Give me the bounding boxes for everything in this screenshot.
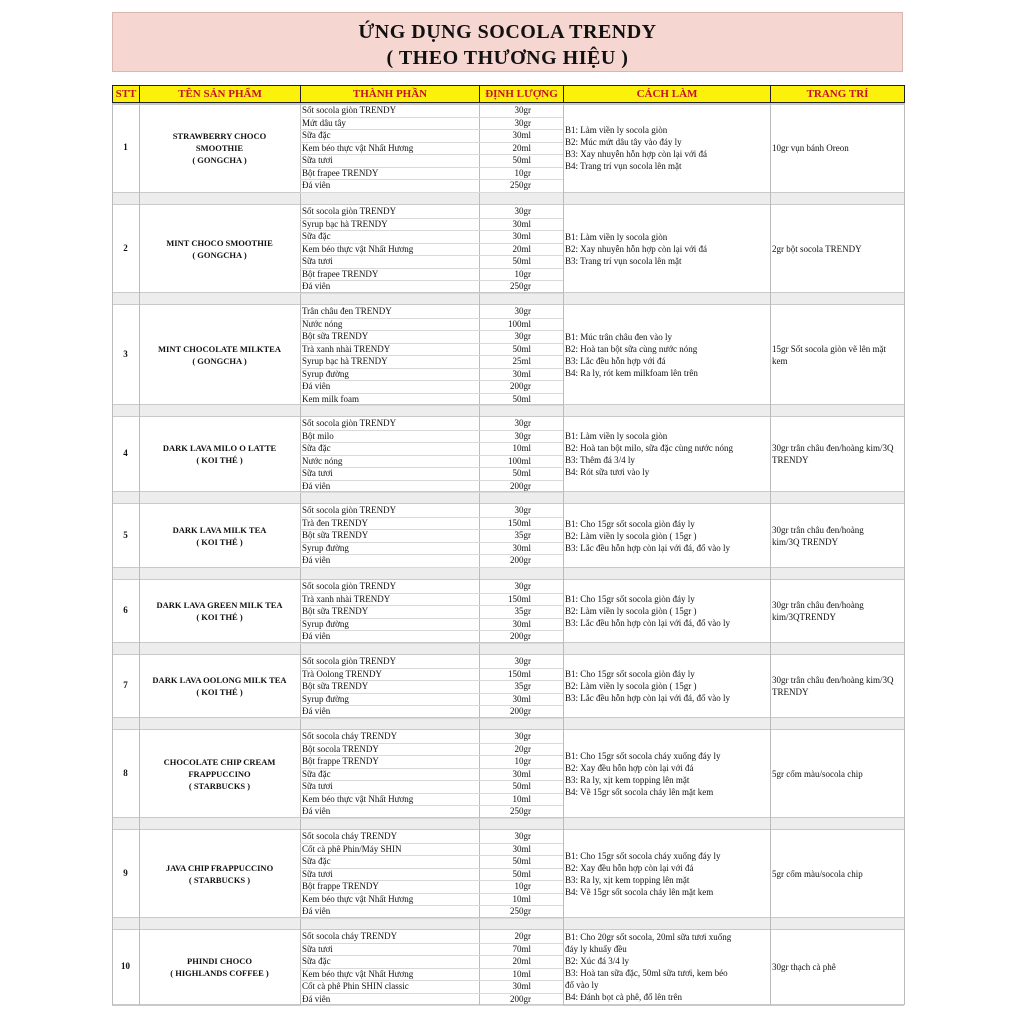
method-step: B3: Hoà tan sữa đặc, 50ml sữa tươi, kem béo	[565, 968, 728, 978]
ingredient-quantity: 10ml	[512, 793, 531, 804]
product-name-line: STRAWBERRY CHOCO	[172, 131, 267, 141]
decoration-text: kem	[772, 355, 788, 366]
method-step: B2: Xay đều hỗn hợp còn lại với đá	[565, 762, 694, 773]
method-step: B3: Ra ly, xịt kem topping lên mặt	[565, 874, 690, 885]
decoration-text: 10gr vụn bánh Oreon	[772, 143, 849, 153]
ingredient-quantity: 30gr	[514, 505, 531, 515]
ingredient-name: Bột socola TRENDY	[302, 743, 379, 754]
product-name-line: JAVA CHIP FRAPPUCCINO	[165, 862, 274, 873]
method-step: B2: Xay đều hỗn hợp còn lại với đá	[565, 862, 694, 873]
ingredient-quantity: 30gr	[514, 206, 531, 216]
ingredient-name: Sốt socola giòn TRENDY	[302, 505, 397, 515]
method-step: B3: Lắc đều hỗn hợp với đá	[565, 355, 666, 366]
ingredient-quantity: 200gr	[510, 480, 531, 491]
row-number: 1	[123, 142, 128, 152]
ingredient-quantity: 30gr	[514, 331, 531, 341]
method-step: B2: Xúc đá 3/4 ly	[565, 956, 629, 966]
method-step: đổ vào ly	[565, 980, 599, 990]
row-separator	[112, 817, 904, 830]
product-name	[139, 674, 300, 698]
ingredient-row-line	[300, 918, 563, 919]
row-number: 9	[123, 867, 128, 878]
method-step: B2: Làm viền ly socola giòn ( 15gr )	[565, 681, 697, 691]
ingredient-name: Sốt socola giòn TRENDY	[302, 418, 397, 428]
ingredient-row-line	[300, 492, 563, 493]
ingredient-name: Đá viên	[302, 480, 331, 491]
ingredient-quantity: 30gr	[514, 581, 531, 591]
method-step: B1: Cho 15gr sốt socola giòn đáy ly	[565, 669, 695, 679]
product-name	[139, 599, 300, 623]
column-line	[770, 103, 771, 1005]
method-step: B2: Làm viền ly socola giòn ( 15gr )	[565, 606, 697, 616]
header-method: CÁCH LÀM	[563, 85, 771, 103]
ingredient-quantity: 30ml	[512, 843, 531, 854]
ingredient-name: Đá viên	[302, 381, 331, 391]
ingredient-name: Sữa đặc	[302, 768, 331, 779]
method-step: B1: Cho 15gr sốt socola cháy xuống đáy ly	[565, 850, 721, 861]
ingredient-row-line	[300, 818, 563, 819]
ingredient-quantity: 50ml	[512, 781, 531, 791]
decoration-text: 2gr bột socola TRENDY	[772, 243, 862, 254]
ingredient-quantity: 30ml	[512, 542, 531, 553]
ingredient-name: Syrup bạc hà TRENDY	[302, 218, 388, 229]
title-banner	[112, 12, 903, 72]
decoration-text: 30gr trân châu đen/hoàng kim/3Q	[772, 675, 894, 685]
ingredient-name: Kem béo thực vật Nhất Hương	[302, 793, 414, 804]
decoration-text: TRENDY	[772, 455, 809, 465]
ingredient-name: Sốt socola giòn TRENDY	[302, 656, 397, 666]
ingredient-name: Nước nóng	[302, 318, 343, 329]
ingredient-name: Trân châu đen TRENDY	[302, 306, 392, 316]
method-step: B3: Trang trí vụn socola lên mặt	[565, 255, 682, 266]
ingredient-name: Kem béo thực vật Nhất Hương	[302, 243, 414, 254]
ingredient-quantity: 30ml	[512, 218, 531, 229]
ingredient-quantity: 70ml	[512, 943, 531, 954]
ingredient-quantity: 10gr	[514, 268, 531, 279]
decoration-text: TRENDY	[772, 687, 809, 697]
method-step: B1: Làm viền ly socola giòn	[565, 431, 668, 441]
ingredient-row-line	[300, 567, 563, 568]
method-step: B4: Đánh bọt cà phê, đổ lên trên	[565, 992, 682, 1002]
ingredient-name: Cốt cà phê Phin/Máy SHIN	[302, 843, 402, 854]
ingredient-name: Mứt dâu tây	[302, 117, 346, 128]
product-name-line: DARK LAVA MILO O LATTE	[162, 443, 277, 453]
ingredient-quantity: 10gr	[514, 167, 531, 178]
product-name-line: ( KOI THÉ )	[196, 536, 243, 547]
decoration-text: 30gr trân châu đen/hoàng kim/3Q	[772, 443, 894, 453]
product-name	[139, 756, 300, 792]
method-step: B3: Ra ly, xịt kem topping lên mặt	[565, 774, 690, 785]
method-step: đáy ly khuấy đều	[565, 944, 627, 954]
method-step: B1: Múc trân châu đen vào ly	[565, 331, 672, 342]
ingredient-quantity: 200gr	[510, 555, 531, 565]
ingredient-name: Kem béo thực vật Nhất Hương	[302, 968, 414, 979]
ingredient-quantity: 30ml	[512, 618, 531, 629]
ingredient-name: Bột sữa TRENDY	[302, 530, 369, 540]
ingredient-quantity: 50ml	[512, 393, 531, 404]
ingredient-quantity: 200gr	[510, 631, 531, 641]
ingredient-quantity: 30ml	[512, 368, 531, 379]
product-name	[139, 862, 300, 886]
product-name-line: CHOCOLATE CHIP CREAM	[163, 756, 276, 767]
ingredient-name: Sốt socola giòn TRENDY	[302, 581, 397, 591]
ingredient-quantity: 30gr	[514, 105, 531, 115]
ingredient-quantity: 20ml	[512, 243, 531, 254]
ingredient-quantity: 10ml	[512, 968, 531, 979]
ingredient-name: Syrup đường	[302, 693, 349, 704]
ingredient-quantity: 30gr	[514, 831, 531, 841]
row-separator	[112, 917, 904, 930]
row-separator	[112, 717, 904, 730]
ingredient-name: Syrup đường	[302, 542, 349, 553]
ingredient-quantity: 10ml	[512, 893, 531, 904]
ingredient-quantity: 250gr	[510, 906, 531, 916]
ingredient-quantity: 50ml	[512, 155, 531, 165]
decoration-text: kim/3QTRENDY	[772, 612, 836, 622]
decoration-text: 30gr trân châu đen/hoàng	[772, 524, 864, 535]
ingredient-quantity: 150ml	[507, 517, 531, 528]
ingredient-name: Đá viên	[302, 806, 331, 816]
product-name	[139, 130, 300, 166]
ingredient-name: Sữa tươi	[302, 256, 333, 266]
ingredient-quantity: 20gr	[514, 743, 531, 754]
ingredient-quantity: 10ml	[512, 443, 531, 453]
ingredient-name: Trà xanh nhài TRENDY	[302, 343, 391, 354]
ingredient-name: Sữa đặc	[302, 231, 331, 241]
ingredient-name: Sốt socola cháy TRENDY	[302, 731, 398, 741]
row-number: 2	[123, 242, 128, 253]
ingredient-quantity: 30ml	[512, 768, 531, 779]
row-separator	[112, 642, 904, 655]
ingredient-name: Bột frappe TRENDY	[302, 881, 379, 891]
ingredient-name: Sữa tươi	[302, 155, 333, 165]
ingredient-quantity: 250gr	[510, 180, 531, 190]
method-step: B4: Vẽ 15gr sốt socola cháy lên mặt kem	[565, 886, 714, 897]
product-name-line: DARK LAVA MILK TEA	[172, 524, 267, 535]
product-name	[139, 237, 300, 261]
ingredient-name: Sữa đặc	[302, 856, 331, 866]
ingredient-row-line	[300, 405, 563, 406]
decoration-text: 30gr thạch cà phê	[772, 962, 836, 972]
method-step: B1: Cho 15gr sốt socola giòn đáy ly	[565, 518, 695, 529]
ingredient-name: Sốt socola cháy TRENDY	[302, 931, 398, 941]
ingredient-row-line	[300, 718, 563, 719]
ingredient-quantity: 10gr	[514, 756, 531, 766]
decoration-text: 15gr Sốt socola giòn vẽ lên mặt	[772, 343, 886, 354]
ingredient-name: Kem milk foam	[302, 393, 359, 404]
product-name-line: MINT CHOCOLATE MILKTEA	[158, 343, 281, 354]
ingredient-quantity: 200gr	[510, 381, 531, 391]
product-name-line: ( GONGCHA )	[192, 355, 247, 366]
ingredient-quantity: 50ml	[512, 468, 531, 478]
row-separator	[112, 292, 904, 305]
product-name	[139, 524, 300, 548]
ingredient-name: Đá viên	[302, 555, 331, 565]
method-step: B2: Múc mứt dâu tây vào đáy ly	[565, 137, 682, 147]
ingredient-quantity: 25ml	[512, 356, 531, 366]
method-step: B3: Lắc đều hỗn hợp còn lại với đá, đổ vào ly	[565, 618, 730, 628]
product-name-line: PHINDI CHOCO	[187, 956, 252, 966]
row-number: 3	[123, 348, 128, 359]
ingredient-quantity: 35gr	[514, 530, 531, 540]
ingredient-quantity: 150ml	[507, 668, 531, 679]
row-number: 10	[121, 961, 130, 971]
ingredient-name: Sốt socola giòn TRENDY	[302, 105, 397, 115]
ingredient-row-line	[300, 293, 563, 294]
ingredient-name: Sữa tươi	[302, 943, 333, 954]
product-name-line: DARK LAVA GREEN MILK TEA	[156, 600, 283, 610]
page-subtitle: ( THEO THƯƠNG HIỆU )	[386, 47, 629, 69]
ingredient-quantity: 20ml	[512, 142, 531, 153]
ingredient-name: Nước nóng	[302, 455, 343, 466]
ingredient-name: Bột milo	[302, 430, 334, 441]
product-name-line: ( KOI THÉ )	[196, 612, 243, 622]
ingredient-quantity: 50ml	[512, 856, 531, 866]
ingredient-name: Đá viên	[302, 180, 331, 190]
ingredient-name: Bột sữa TRENDY	[302, 606, 369, 616]
ingredient-quantity: 20ml	[512, 956, 531, 966]
decoration-text: 5gr cốm màu/socola chip	[772, 868, 863, 879]
ingredient-name: Đá viên	[302, 706, 331, 716]
ingredient-quantity: 35gr	[514, 606, 531, 616]
method-step: B3: Lắc đều hỗn hợp còn lại với đá, đổ vào ly	[565, 693, 730, 703]
method-step: B2: Làm viền ly socola giòn ( 15gr )	[565, 530, 697, 541]
ingredient-quantity: 10gr	[514, 881, 531, 891]
method-step: B2: Xay nhuyễn hỗn hợp còn lại với đá	[565, 243, 707, 254]
method-step: B3: Thêm đá 3/4 ly	[565, 455, 635, 465]
ingredient-quantity: 30gr	[514, 430, 531, 441]
method-step: B1: Làm viền ly socola giòn	[565, 125, 668, 135]
ingredient-name: Cốt cà phê Phin SHIN classic	[302, 981, 409, 991]
row-number: 6	[123, 605, 128, 615]
method-step: B4: Rót sữa tươi vào ly	[565, 467, 650, 477]
ingredient-name: Bột frappe TRENDY	[302, 756, 379, 766]
ingredient-quantity: 20gr	[514, 931, 531, 941]
ingredient-name: Đá viên	[302, 281, 331, 291]
ingredient-quantity: 30gr	[514, 731, 531, 741]
ingredient-name: Kem béo thực vật Nhất Hương	[302, 893, 414, 904]
ingredient-quantity: 30gr	[514, 306, 531, 316]
row-separator	[112, 192, 904, 205]
ingredient-name: Sữa đặc	[302, 130, 331, 140]
row-separator	[112, 567, 904, 580]
ingredient-quantity: 50ml	[512, 868, 531, 879]
decoration-text: kim/3Q TRENDY	[772, 536, 839, 547]
method-step: B2: Hoà tan bột sữa cùng nước nóng	[565, 343, 698, 354]
product-name-line: ( GONGCHA )	[192, 249, 247, 260]
product-name-line: ( STARBUCKS )	[188, 780, 251, 791]
ingredient-quantity: 50ml	[512, 343, 531, 354]
method-step: B1: Làm viền ly socola giòn	[565, 231, 668, 242]
ingredient-name: Syrup bạc hà TRENDY	[302, 356, 388, 366]
ingredient-quantity: 30gr	[514, 656, 531, 666]
ingredient-quantity: 150ml	[507, 593, 531, 604]
product-name-line: ( HIGHLANDS COFFEE )	[170, 968, 269, 978]
decoration-text: 30gr trân châu đen/hoàng	[772, 600, 864, 610]
ingredient-row-line	[300, 192, 563, 193]
method-step: B1: Cho 20gr sốt socola, 20ml sữa tươi xuống	[565, 932, 732, 942]
ingredient-name: Trà đen TRENDY	[302, 517, 369, 528]
ingredient-quantity: 250gr	[510, 281, 531, 291]
ingredient-quantity: 50ml	[512, 256, 531, 266]
product-name-line: ( STARBUCKS )	[188, 874, 251, 885]
method-step: B3: Xay nhuyễn hỗn hợp còn lại với đá	[565, 149, 707, 159]
ingredient-quantity: 100ml	[507, 318, 531, 329]
ingredient-quantity: 30gr	[514, 418, 531, 428]
ingredient-quantity: 30ml	[512, 981, 531, 991]
product-name-line: SMOOTHIE	[195, 143, 244, 153]
header-quantity: ĐỊNH LƯỢNG	[479, 85, 564, 103]
method-step: B1: Cho 15gr sốt socola cháy xuống đáy ly	[565, 750, 721, 761]
method-step: B3: Lắc đều hỗn hợp còn lại với đá, đổ vào ly	[565, 542, 730, 553]
ingredient-name: Trà xanh nhài TRENDY	[302, 593, 391, 604]
ingredient-quantity: 30gr	[514, 117, 531, 128]
ingredient-name: Bột sữa TRENDY	[302, 331, 369, 341]
ingredient-name: Sốt socola giòn TRENDY	[302, 206, 397, 216]
ingredient-name: Syrup đường	[302, 618, 349, 629]
method-step: B4: Vẽ 15gr sốt socola cháy lên mặt kem	[565, 786, 714, 797]
product-name-line: ( KOI THÉ )	[196, 687, 243, 697]
product-name-line: ( KOI THÉ )	[196, 455, 243, 465]
product-name-line: ( GONGCHA )	[192, 155, 247, 165]
ingredient-quantity: 30ml	[512, 693, 531, 704]
ingredient-row-line	[300, 643, 563, 644]
method-step: B1: Cho 15gr sốt socola giòn đáy ly	[565, 594, 695, 604]
method-step: B2: Hoà tan bột milo, sữa đặc cùng nước nóng	[565, 443, 733, 453]
ingredient-name: Sữa đặc	[302, 956, 331, 966]
page-title: ỨNG DỤNG SOCOLA TRENDY	[358, 21, 657, 43]
row-number: 5	[123, 529, 128, 540]
ingredient-name: Bột frapee TRENDY	[302, 268, 379, 279]
header-ingredients: THÀNH PHẦN	[300, 85, 480, 103]
ingredient-quantity: 30ml	[512, 130, 531, 140]
product-name	[139, 955, 300, 979]
column-line	[563, 103, 564, 1005]
header-stt: STT	[112, 85, 140, 103]
method-step: B4: Trang trí vụn socola lên mặt	[565, 161, 682, 171]
header-product-name: TÊN SẢN PHẨM	[139, 85, 301, 103]
product-name-line: FRAPPUCCINO	[188, 768, 251, 779]
ingredient-quantity: 250gr	[510, 806, 531, 816]
row-number: 8	[123, 767, 128, 778]
ingredient-quantity: 200gr	[510, 706, 531, 716]
ingredient-name: Bột sữa TRENDY	[302, 681, 369, 691]
ingredient-quantity: 100ml	[507, 455, 531, 466]
column-line	[904, 103, 905, 1005]
product-name-line: MINT CHOCO SMOOTHIE	[166, 237, 273, 248]
decoration-text: 5gr cốm màu/socola chip	[772, 768, 863, 779]
product-name-line: DARK LAVA OOLONG MILK TEA	[152, 675, 287, 685]
product-name	[139, 442, 300, 466]
ingredient-name: Syrup đường	[302, 368, 349, 379]
ingredient-name: Kem béo thực vật Nhất Hương	[302, 142, 414, 153]
ingredient-name: Đá viên	[302, 906, 331, 916]
row-number: 4	[123, 448, 128, 458]
ingredient-row-line	[300, 1005, 563, 1006]
ingredient-name: Sữa tươi	[302, 868, 333, 879]
ingredient-name: Đá viên	[302, 631, 331, 641]
ingredient-name: Sữa tươi	[302, 781, 333, 791]
ingredient-quantity: 200gr	[510, 993, 531, 1004]
row-number: 7	[123, 680, 128, 690]
table-header	[112, 85, 904, 103]
ingredient-name: Bột frapee TRENDY	[302, 167, 379, 178]
ingredient-name: Sữa đặc	[302, 443, 331, 453]
ingredient-name: Đá viên	[302, 993, 331, 1004]
method-step: B4: Ra ly, rót kem milkfoam lên trên	[565, 367, 698, 378]
ingredient-quantity: 35gr	[514, 681, 531, 691]
ingredient-quantity: 30ml	[512, 231, 531, 241]
ingredient-name: Sữa tươi	[302, 468, 333, 478]
ingredient-name: Trà Oolong TRENDY	[302, 668, 383, 679]
product-name	[139, 343, 300, 367]
header-decoration: TRANG TRÍ	[770, 85, 905, 103]
ingredient-name: Sốt socola cháy TRENDY	[302, 831, 398, 841]
